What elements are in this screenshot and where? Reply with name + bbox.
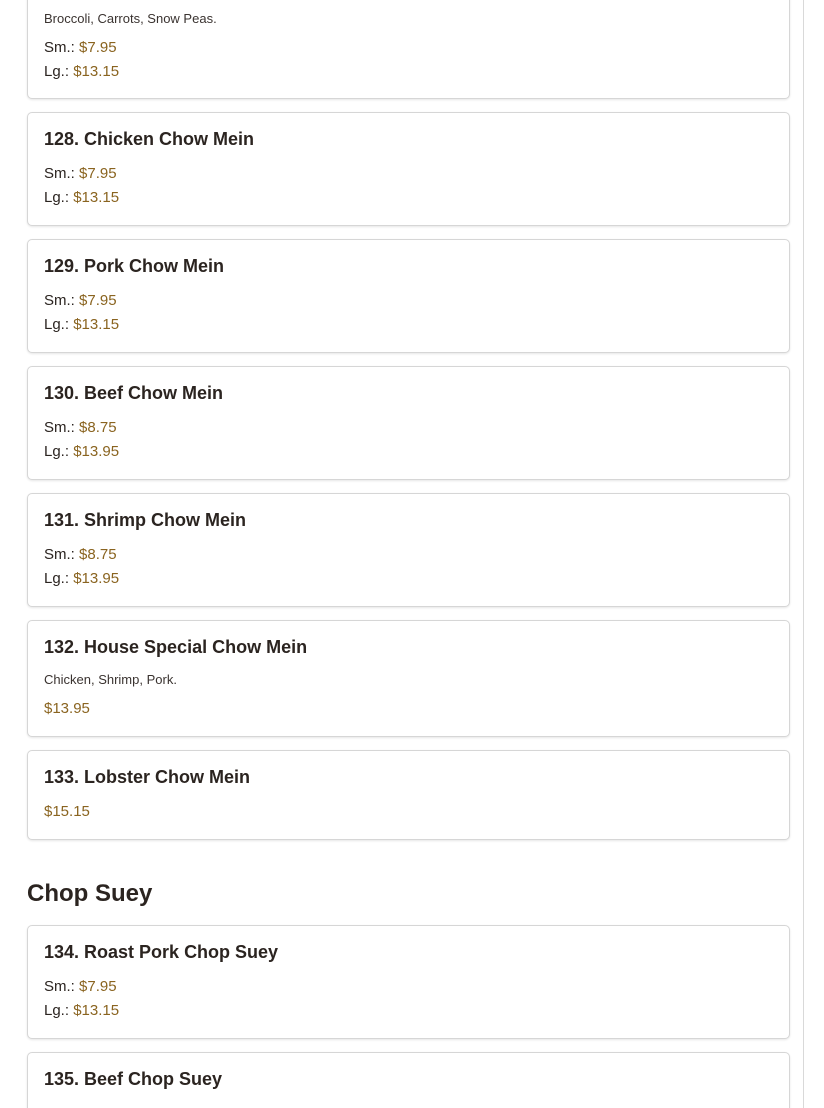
- item-title: 129. Pork Chow Mein: [44, 256, 225, 276]
- item-description: Chicken, Shrimp, Pork.: [44, 672, 177, 687]
- large-price: $13.95: [73, 443, 120, 460]
- small-size-label: Sm.:: [44, 292, 75, 309]
- small-price: $7.95: [79, 165, 117, 182]
- small-price: $8.75: [79, 419, 117, 436]
- large-size-label: Lg.:: [44, 63, 70, 80]
- item-description: Broccoli, Carrots, Snow Peas.: [44, 11, 217, 26]
- small-price-line: [44, 39, 117, 56]
- section-heading-chop-suey: Chop Suey: [27, 880, 153, 907]
- item-title: 130. Beef Chow Mein: [44, 383, 224, 403]
- price: $13.95: [44, 700, 90, 717]
- small-price: $7.95: [79, 292, 117, 309]
- menu-item-card[interactable]: [27, 750, 790, 840]
- large-price-line: [44, 443, 119, 460]
- small-price-line: [44, 292, 117, 309]
- large-price: $13.15: [73, 316, 120, 333]
- large-price-line: [44, 63, 119, 80]
- small-price: $8.75: [79, 546, 117, 563]
- small-size-label: Sm.:: [44, 165, 75, 182]
- menu-item-card[interactable]: [27, 112, 790, 226]
- menu-item-card[interactable]: [27, 493, 790, 607]
- large-price: $13.95: [73, 570, 120, 587]
- item-title: 133. Lobster Chow Mein: [44, 767, 251, 787]
- menu-item-card[interactable]: [27, 620, 790, 737]
- large-price-line: [44, 316, 119, 333]
- content-edge-divider: [803, 0, 804, 1108]
- large-price: $13.15: [73, 1002, 120, 1019]
- price-line: [44, 803, 90, 820]
- item-title: 131. Shrimp Chow Mein: [44, 510, 247, 530]
- small-price-line: [44, 546, 117, 563]
- item-title: 132. House Special Chow Mein: [44, 637, 308, 657]
- large-size-label: Lg.:: [44, 189, 70, 206]
- small-price: $7.95: [79, 978, 117, 995]
- menu-item-card[interactable]: [27, 239, 790, 353]
- small-price-line: [44, 978, 117, 995]
- menu-item-card-partial[interactable]: [27, 0, 790, 99]
- large-price-line: [44, 189, 119, 206]
- large-price: $13.15: [73, 189, 120, 206]
- large-size-label: Lg.:: [44, 443, 70, 460]
- small-size-label: Sm.:: [44, 546, 75, 563]
- price: $15.15: [44, 803, 90, 820]
- menu-item-card[interactable]: [27, 925, 790, 1039]
- large-price-line: [44, 570, 119, 587]
- menu-item-card[interactable]: [27, 366, 790, 480]
- small-size-label: Sm.:: [44, 419, 75, 436]
- item-title: 135. Beef Chop Suey: [44, 1069, 223, 1089]
- large-price-line: [44, 1002, 119, 1019]
- menu-item-card[interactable]: [27, 1052, 790, 1108]
- item-title: 134. Roast Pork Chop Suey: [44, 942, 279, 962]
- small-price: $7.95: [79, 39, 117, 56]
- item-title: 128. Chicken Chow Mein: [44, 129, 255, 149]
- small-size-label: Sm.:: [44, 39, 75, 56]
- large-size-label: Lg.:: [44, 570, 70, 587]
- small-size-label: Sm.:: [44, 978, 75, 995]
- small-price-line: [44, 419, 117, 436]
- large-price: $13.15: [73, 63, 120, 80]
- large-size-label: Lg.:: [44, 1002, 70, 1019]
- small-price-line: [44, 165, 117, 182]
- price-line: [44, 700, 90, 717]
- large-size-label: Lg.:: [44, 316, 70, 333]
